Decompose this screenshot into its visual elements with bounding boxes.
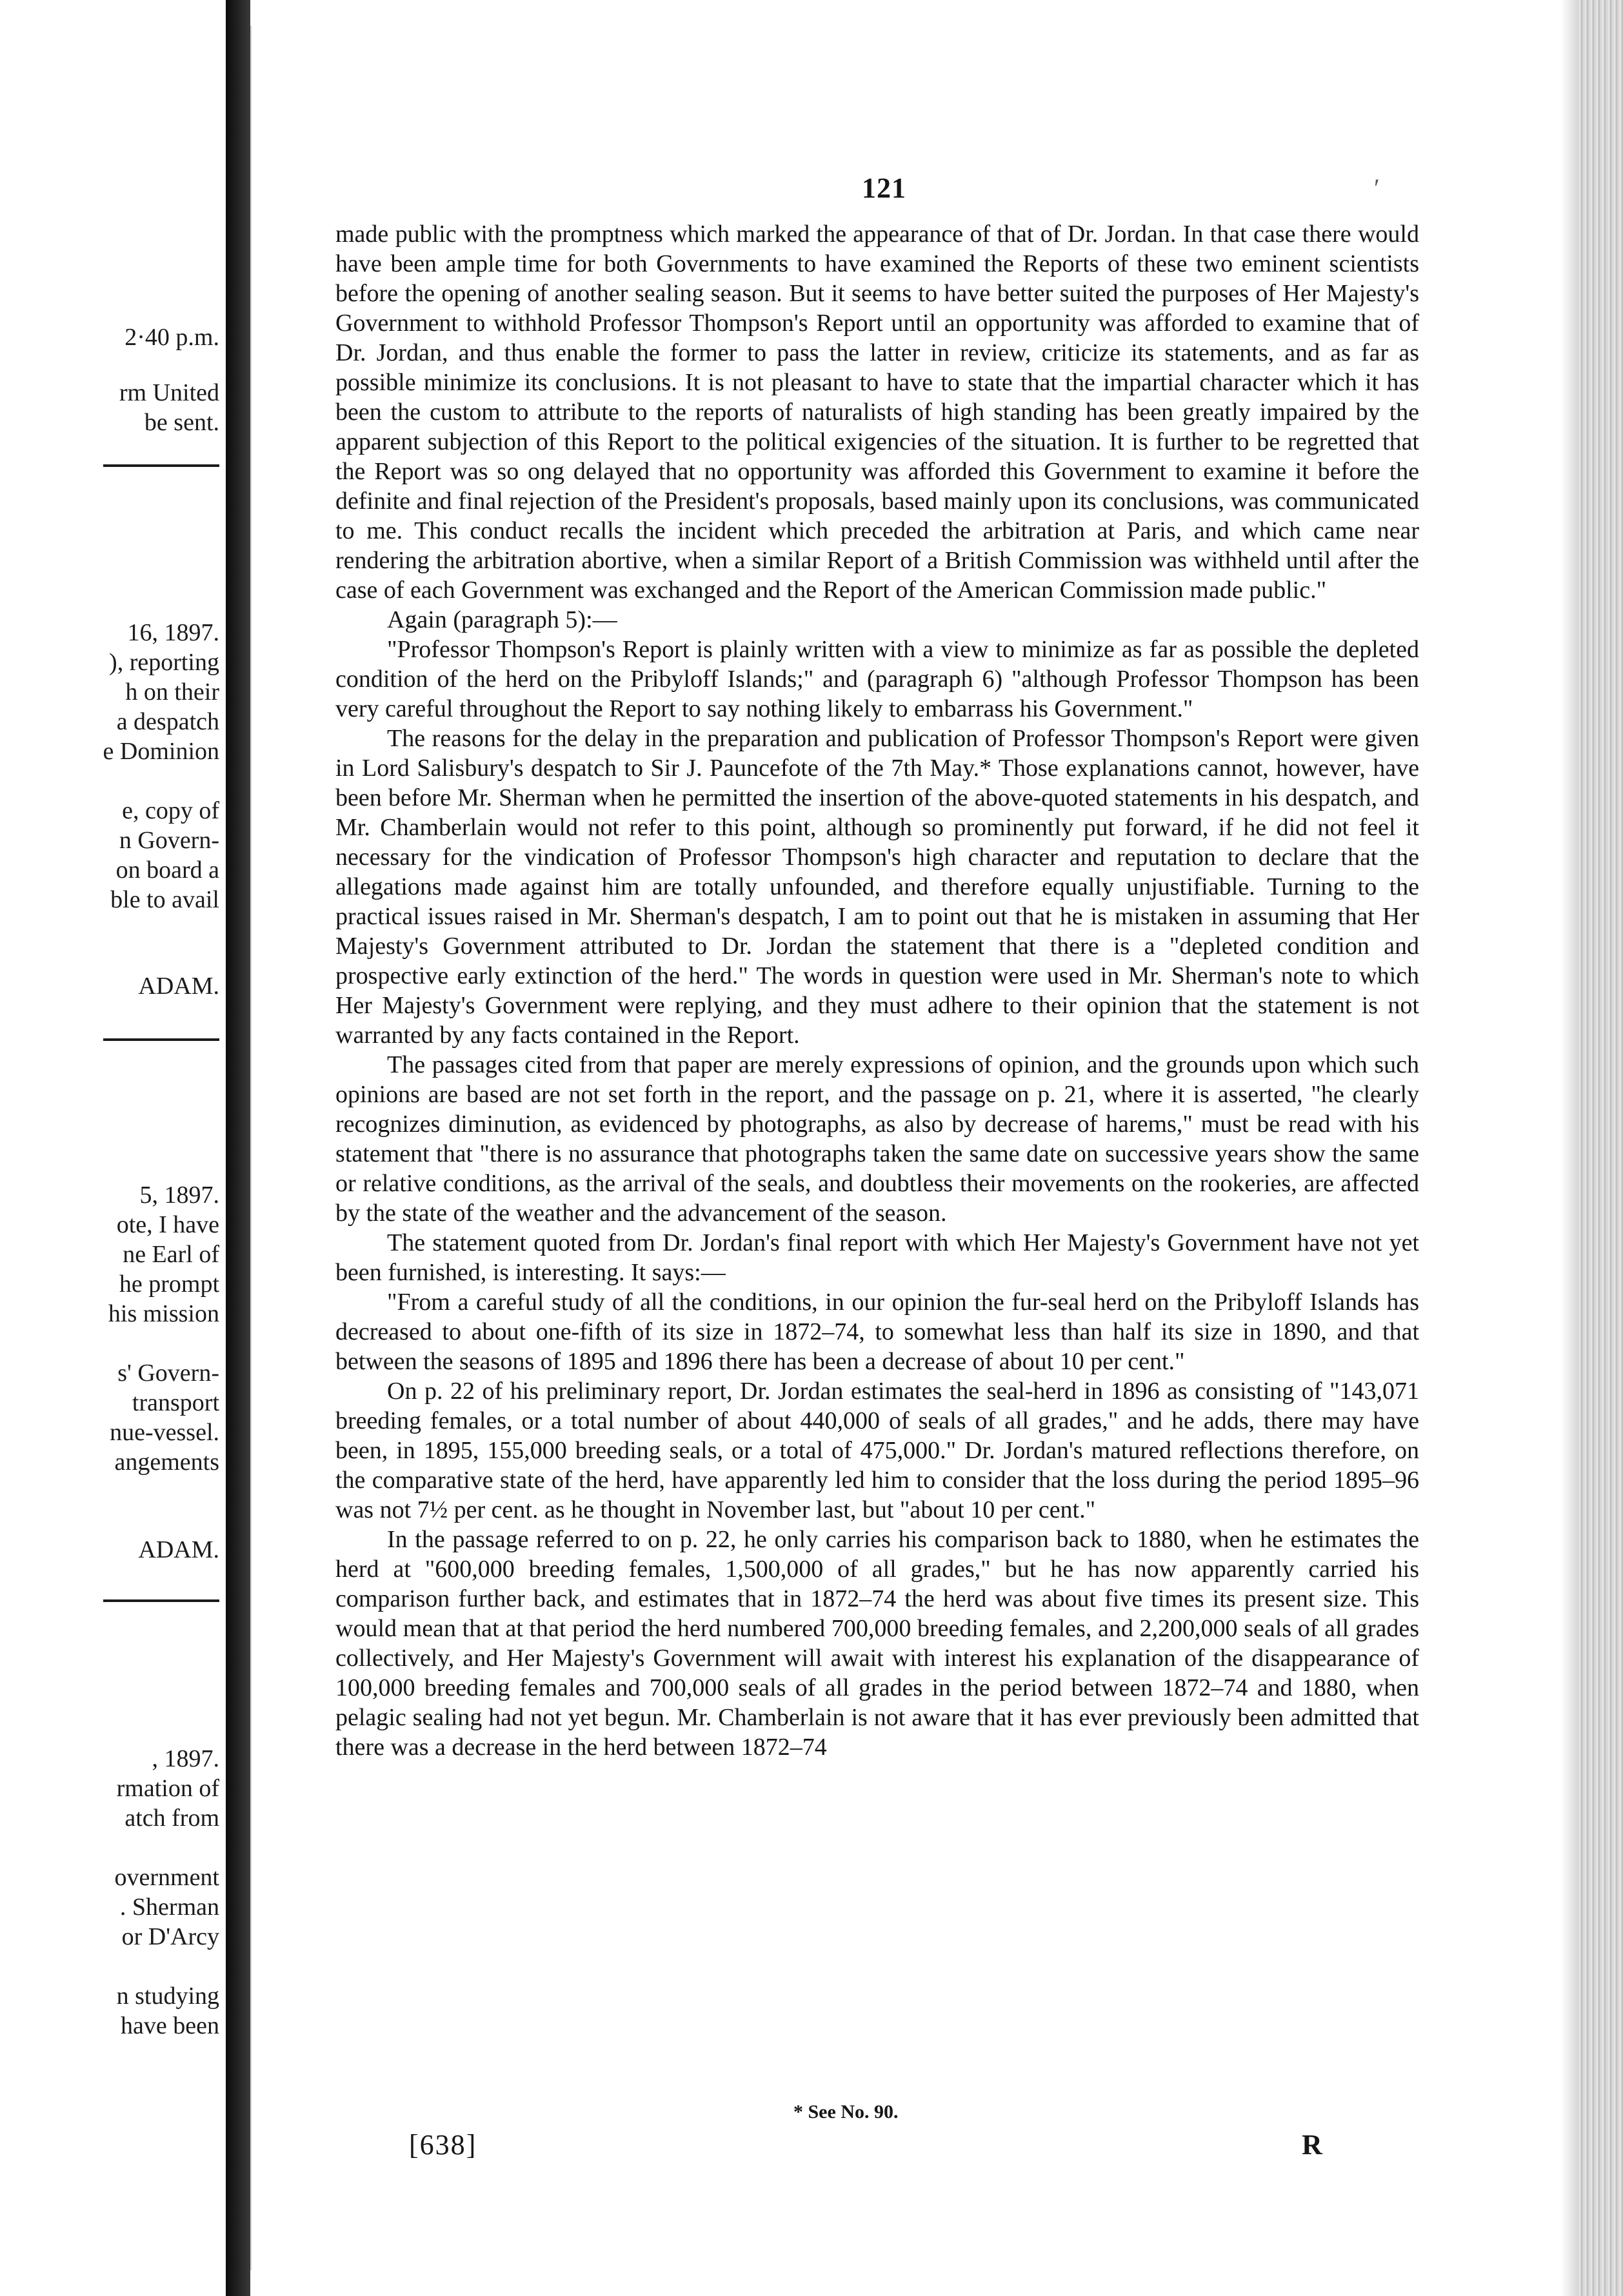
left-page-line: or D'Arcy <box>121 1923 219 1950</box>
footnote: * See No. 90. <box>793 2101 899 2123</box>
page-stack-edge <box>1578 0 1623 2296</box>
section-rule <box>103 1038 219 1041</box>
book-gutter <box>226 0 250 2296</box>
left-page-line: ADAM. <box>138 973 219 1000</box>
left-page-line: s' Govern- <box>117 1360 219 1387</box>
left-page-line: angements <box>114 1449 219 1476</box>
left-page-line: be sent. <box>144 409 219 436</box>
left-page-line: n Govern- <box>119 827 219 854</box>
left-page-line: . Sherman <box>119 1894 219 1921</box>
left-page-line: transport <box>132 1389 219 1416</box>
paragraph: The statement quoted from Dr. Jordan's final report with which Her Majesty's Government have not yet been furnished, is interesting. It says:— <box>335 1229 1419 1286</box>
signature-letter: R <box>1302 2129 1322 2161</box>
left-page-line: rm United <box>119 379 219 406</box>
left-page-line: rmation of <box>116 1775 219 1802</box>
signature-mark: [638] <box>409 2129 477 2161</box>
paragraph: "From a careful study of all the conditions, in our opinion the fur-seal herd on the Pribyloff Islands has decreased to about one-fifth of its size in 1872–74, to somewhat less than half its size in 1890, and that between the seasons of 1895 and 1896 there has been a decrease of about 10 per cent." <box>335 1289 1419 1375</box>
left-page-line: have been <box>121 2012 219 2039</box>
left-page-line: he prompt <box>119 1271 219 1298</box>
left-page-line: 5, 1897. <box>139 1182 219 1209</box>
left-page-line: e Dominion <box>103 738 219 765</box>
body-text <box>335 219 1419 1762</box>
margin-mark: ′ <box>1374 173 1380 203</box>
left-page-line: on board a <box>115 856 219 884</box>
left-page-line: ote, I have <box>116 1211 219 1238</box>
left-page-line: a despatch <box>116 708 219 735</box>
left-page-line: ADAM. <box>138 1536 219 1563</box>
left-page-line: atch from <box>124 1805 219 1832</box>
left-page-line: 16, 1897. <box>127 619 219 646</box>
left-page-line: his mission <box>108 1300 219 1327</box>
paragraph: In the passage referred to on p. 22, he only carries his comparison back to 1880, when he estimates the herd at "600,000 breeding females, 1,500,000 of all grades," but he has now apparently carried his comparison further back, and estimates that in 1872–74 the herd was about five times its present size. This would mean that at that period the herd numbered 700,000 breeding females, and 2,200,000 seals of all grades collectively, and Her Majesty's Government will await with interest his explanation of the disappearance of 100,000 breeding females and 700,000 seals of all grades in the period between 1872–74 and 1880, when pelagic sealing had not yet begun. Mr. Chamberlain is not aware that it has ever previously been admitted that there was a decrease in the herd between 1872–74 <box>335 1526 1419 1761</box>
left-page-line: , 1897. <box>152 1745 219 1772</box>
section-rule <box>103 464 219 467</box>
paragraph: The reasons for the delay in the preparation and publication of Professor Thompson's Report were given in Lord Salisbury's despatch to Sir J. Pauncefote of the 7th May.* Those explanations cannot, however, have been before Mr. Sherman when he permitted the insertion of the above-quoted statements in his despatch, and Mr. Chamberlain would not refer to this point, although so prominently put forward, if he did not feel it necessary for the vindication of Professor Thompson's high character and reputation to declare that the allegations made against him are totally unfounded, and therefore equally unjustifiable. Turning to the practical issues raised in Mr. Sherman's despatch, I am to point out that he is mistaken in assuming that Her Majesty's Government attributed to Dr. Jordan the statement that there is a "depleted condition and prospective early extinction of the herd." The words in question were used in Mr. Sherman's note to which Her Majesty's Government were replying, and they must adhere to their opinion that the statement is not warranted by any facts contained in the Report. <box>335 725 1419 1049</box>
previous-page-edge <box>0 0 226 2296</box>
paragraph: On p. 22 of his preliminary report, Dr. Jordan estimates the seal-herd in 1896 as consisting of "143,071 breeding females, or a total number of about 440,000 of seals of all grades," and he adds, there may have been, in 1895, 155,000 breeding seals, or a total of 475,000." Dr. Jordan's matured reflections therefore, on the comparative state of the herd, have apparently led him to consider that the loss during the period 1895–96 was not 7½ per cent. as he thought in November last, but "about 10 per cent." <box>335 1378 1419 1523</box>
left-page-line: overnment <box>114 1864 219 1891</box>
left-page-line: ), reporting <box>109 649 219 676</box>
left-page-line: 2·40 p.m. <box>124 324 219 351</box>
left-page-line: ne Earl of <box>123 1241 219 1268</box>
left-page-line: e, copy of <box>122 797 219 824</box>
paragraph: "Professor Thompson's Report is plainly written with a view to minimize as far as possible the depleted condition of the herd on the Pribyloff Islands;" and (paragraph 6) "although Professor Thompson has been very careful throughout the Report to say nothing likely to embarrass his Government." <box>335 636 1419 722</box>
paragraph: made public with the promptness which marked the appearance of that of Dr. Jordan. In that case there would have been ample time for both Governments to have examined the Reports of these two eminent scientists before the opening of another sealing season. But it seems to have better suited the purposes of Her Majesty's Government to withhold Professor Thompson's Report until an opportunity was afforded to examine that of Dr. Jordan, and thus enable the former to pass the latter in review, criticize its statements, and as far as possible minimize its conclusions. It is not pleasant to have to state that the impartial character which it has been the custom to attribute to the reports of naturalists of high standing has been greatly impaired by the apparent subjection of this Report to the political exigencies of the situation. It is further to be regretted that the Report was so ong delayed that no opportunity was afforded this Government to examine it before the definite and final rejection of the President's proposals, based mainly upon its conclusions, was communicated to me. This conduct recalls the incident which preceded the arbitration at Paris, and which came near rendering the arbitration abortive, when a similar Report of a British Commission was withheld until after the case of each Government was exchanged and the Report of the American Commission made public." <box>335 221 1419 604</box>
left-page-line: ble to avail <box>110 886 219 913</box>
page-number: 121 <box>862 172 906 204</box>
left-page-line: n studying <box>116 1983 219 2010</box>
left-page-line: h on their <box>125 678 219 706</box>
paragraph: Again (paragraph 5):— <box>387 606 617 633</box>
section-rule <box>103 1599 219 1602</box>
left-page-line: nue-vessel. <box>110 1419 219 1446</box>
paragraph: The passages cited from that paper are merely expressions of opinion, and the grounds upon which such opinions are based are not set forth in the report, and the passage on p. 21, where it is asserted, "he clearly recognizes diminution, as evidenced by photographs, as also by decrease of harems," must be read with his statement that "there is no assurance that photographs taken the same date on successive years show the same or relative conditions, as the arrival of the seals, and doubtless their movements on the rookeries, are affected by the state of the weather and the advancement of the season. <box>335 1051 1419 1227</box>
